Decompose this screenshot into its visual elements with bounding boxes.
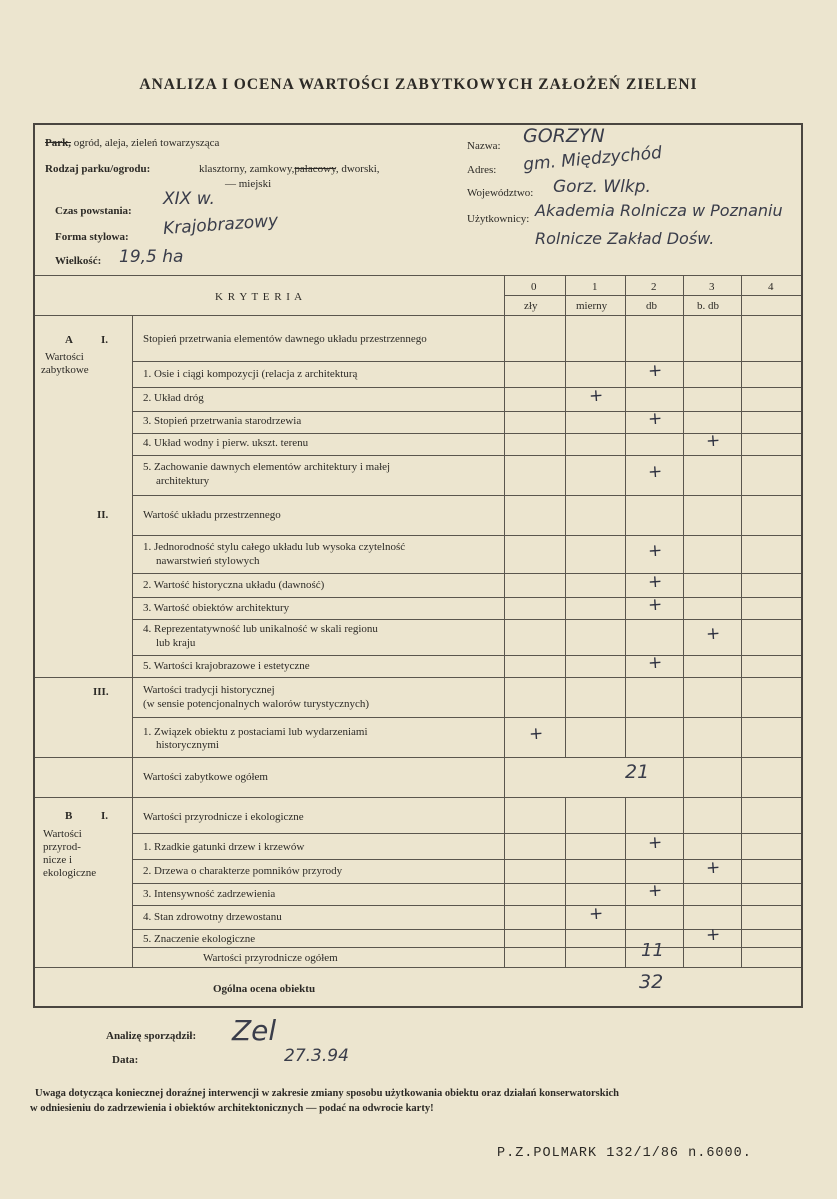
criterion-a-i-5-cont: architektury [156,475,210,487]
score-2-num: 2 [651,281,657,293]
section-a-ii: II. [97,509,109,521]
score-mark: + [705,924,721,946]
column-divider [565,797,566,967]
criterion-b-i-3: 3. Intensywność zadrzewienia [143,888,276,900]
score-4-num: 4 [768,281,774,293]
section-a-i: I. [101,334,109,346]
uzytkownicy-label: Użytkownicy: [467,213,530,225]
score-0-num: 0 [531,281,537,293]
park-word: Park, [45,137,71,149]
divider [132,387,801,388]
criterion-b-i-2: 2. Drzewa o charakterze pomników przyrody [143,865,343,877]
score-3-num: 3 [709,281,715,293]
note-line-1: Uwaga dotycząca koniecznej doraźnej interwencji w zakresie zmiany sposobu użytkowania obiektu oraz działań konserwatorskich [35,1088,619,1099]
uzytkownicy-value-1: Akademia Rolnicza w Poznaniu [535,201,783,220]
column-divider [625,797,626,967]
score-mark: + [647,832,663,854]
column-divider [741,275,742,967]
divider [132,905,801,906]
rodzaj-options [199,163,380,176]
divider [132,717,801,718]
score-mark: + [705,430,721,452]
score-mark: + [528,723,544,745]
rodzaj-option-a: klasztorny, zamkowy, [199,163,295,175]
rodzaj-label: Rodzaj parku/ogrodu: [45,163,151,175]
adres-value: gm. Międzychód [522,142,663,176]
divider [132,833,801,834]
score-mark: + [647,594,663,616]
print-code: P.Z.POLMARK 132/1/86 n.6000. [497,1146,752,1161]
overall-value: 32 [639,971,664,993]
score-mark: + [647,461,663,483]
divider [132,411,801,412]
section-a-iii-title-1: Wartości tradycji historycznej [143,684,275,696]
column-divider [504,275,505,967]
section-a-ii-title: Wartość układu przestrzennego [143,509,281,521]
column-divider [683,275,684,967]
divider [35,797,801,798]
criterion-a-i-4: 4. Układ wodny i pierw. ukszt. terenu [143,437,309,449]
score-3-name: b. db [697,300,719,312]
criterion-a-ii-1: 1. Jednorodność stylu całego układu lub wysoka czytelność [143,541,406,553]
section-a-i-title: Stopień przetrwania elementów dawnego układu przestrzennego [143,333,427,345]
wojewodztwo-value: Gorz. Wlkp. [553,177,651,197]
nazwa-label: Nazwa: [467,140,501,152]
criterion-a-iii-1-cont: historycznymi [156,739,219,751]
score-mark: + [705,857,721,879]
section-b-desc-3: nicze i [43,854,73,866]
section-a-total-value: 21 [625,761,650,783]
uzytkownicy-value-2: Rolnicze Zakład Dośw. [535,229,715,248]
criterion-b-i-1: 1. Rzadkie gatunki drzew i krzewów [143,841,305,853]
wojewodztwo-label: Województwo: [467,187,534,199]
adres-label: Adres: [467,164,497,176]
criterion-a-i-1: 1. Osie i ciągi kompozycji (relacja z architekturą [143,368,358,380]
rodzaj-option-c: — miejski [225,178,272,190]
column-divider [132,315,133,967]
divider [132,619,801,620]
section-a-total-label: Wartości zabytkowe ogółem [143,771,268,783]
score-mark: + [588,903,604,925]
criterion-b-i-4: 4. Stan zdrowotny drzewostanu [143,911,282,923]
wielkosc-label: Wielkość: [55,255,102,267]
criterion-a-ii-3: 3. Wartość obiektów architektury [143,602,290,614]
criterion-a-ii-4-cont: lub kraju [156,637,196,649]
section-a-desc-1: Wartości [45,351,84,363]
criterion-a-i-5: 5. Zachowanie dawnych elementów architektury i małej [143,461,391,473]
score-mark: + [647,360,663,382]
overall-label: Ogólna ocena obiektu [213,983,316,995]
section-a-iii-title-2: (w sensie potencjonalnych walorów turystycznych) [143,698,370,710]
section-b-total-label: Wartości przyrodnicze ogółem [203,952,338,964]
criterion-a-ii-2: 2. Wartość historyczna układu (dawność) [143,579,325,591]
divider [132,597,801,598]
rodzaj-option-c-text: miejski [238,178,272,190]
criterion-a-ii-4: 4. Reprezentatywność lub unikalność w skali regionu [143,623,378,635]
divider [132,655,801,656]
divider [132,361,801,362]
section-b-desc-4: ekologiczne [43,867,97,879]
score-mark: + [647,408,663,430]
data-value: 27.3.94 [284,1046,349,1066]
section-a-iii: III. [93,686,109,698]
section-b-desc-2: przyrod- [43,841,81,853]
section-a-desc-2: zabytkowe [41,364,89,376]
section-b-desc-1: Wartości [43,828,82,840]
criterion-a-ii-5: 5. Wartości krajobrazowe i estetyczne [143,660,310,672]
forma-label: Forma stylowa: [55,231,129,243]
criterion-b-i-5: 5. Znaczenie ekologiczne [143,933,256,945]
nazwa-value: GORZYN [523,125,605,147]
divider [35,677,801,678]
score-1-num: 1 [592,281,598,293]
czas-label: Czas powstania: [55,205,132,217]
criteria-label: K R Y T E R I A [215,291,304,303]
rodzaj-option-struck: pałacowy [294,163,336,175]
analiza-signature: Zel [232,1014,277,1047]
criterion-a-i-3: 3. Stopień przetrwania starodrzewia [143,415,302,427]
data-label: Data: [112,1054,139,1066]
divider [132,929,801,930]
score-header-divider [504,295,801,296]
park-type-line [45,137,219,150]
section-b-i: I. [101,810,109,822]
divider [35,275,801,276]
section-a-letter: A [65,334,73,346]
column-divider [625,275,626,757]
score-mark: + [647,652,663,674]
evaluation-form [33,123,803,1008]
score-mark: + [647,880,663,902]
divider [132,573,801,574]
score-mark: + [705,623,721,645]
divider [35,967,801,968]
divider [132,947,801,948]
analiza-label: Analizę sporządził: [106,1030,197,1042]
divider [132,433,801,434]
divider [132,535,801,536]
divider [132,455,801,456]
criterion-a-ii-1-cont: nawarstwień stylowych [156,555,260,567]
divider [132,495,801,496]
forma-value: Krajobrazowy [162,211,279,239]
section-b-letter: B [65,810,73,822]
criterion-a-i-2: 2. Układ dróg [143,392,204,404]
park-types: ogród, aleja, zieleń towarzysząca [70,137,220,149]
score-0-name: zły [524,300,538,312]
divider [35,757,801,758]
czas-value: XIX w. [163,189,215,209]
page-title: ANALIZA I OCENA WARTOŚCI ZABYTKOWYCH ZAŁOŻEŃ ZIELENI [139,76,698,93]
rodzaj-option-b: , dworski, [335,163,380,175]
divider [35,315,801,316]
wielkosc-value: 19,5 ha [119,247,184,267]
divider [132,883,801,884]
section-b-i-title: Wartości przyrodnicze i ekologiczne [143,811,304,823]
section-b-total-value: 11 [641,940,664,961]
score-1-name: mierny [576,300,608,312]
divider [132,859,801,860]
score-mark: + [647,540,663,562]
score-2-name: db [646,300,657,312]
score-mark: + [588,385,604,407]
note-line-2: w odniesieniu do zadrzewienia i obiektów architektonicznych — podać na odwrocie karty! [30,1103,434,1114]
score-mark: + [647,571,663,593]
column-divider [565,275,566,757]
criterion-a-iii-1: 1. Związek obiektu z postaciami lub wydarzeniami [143,726,368,738]
